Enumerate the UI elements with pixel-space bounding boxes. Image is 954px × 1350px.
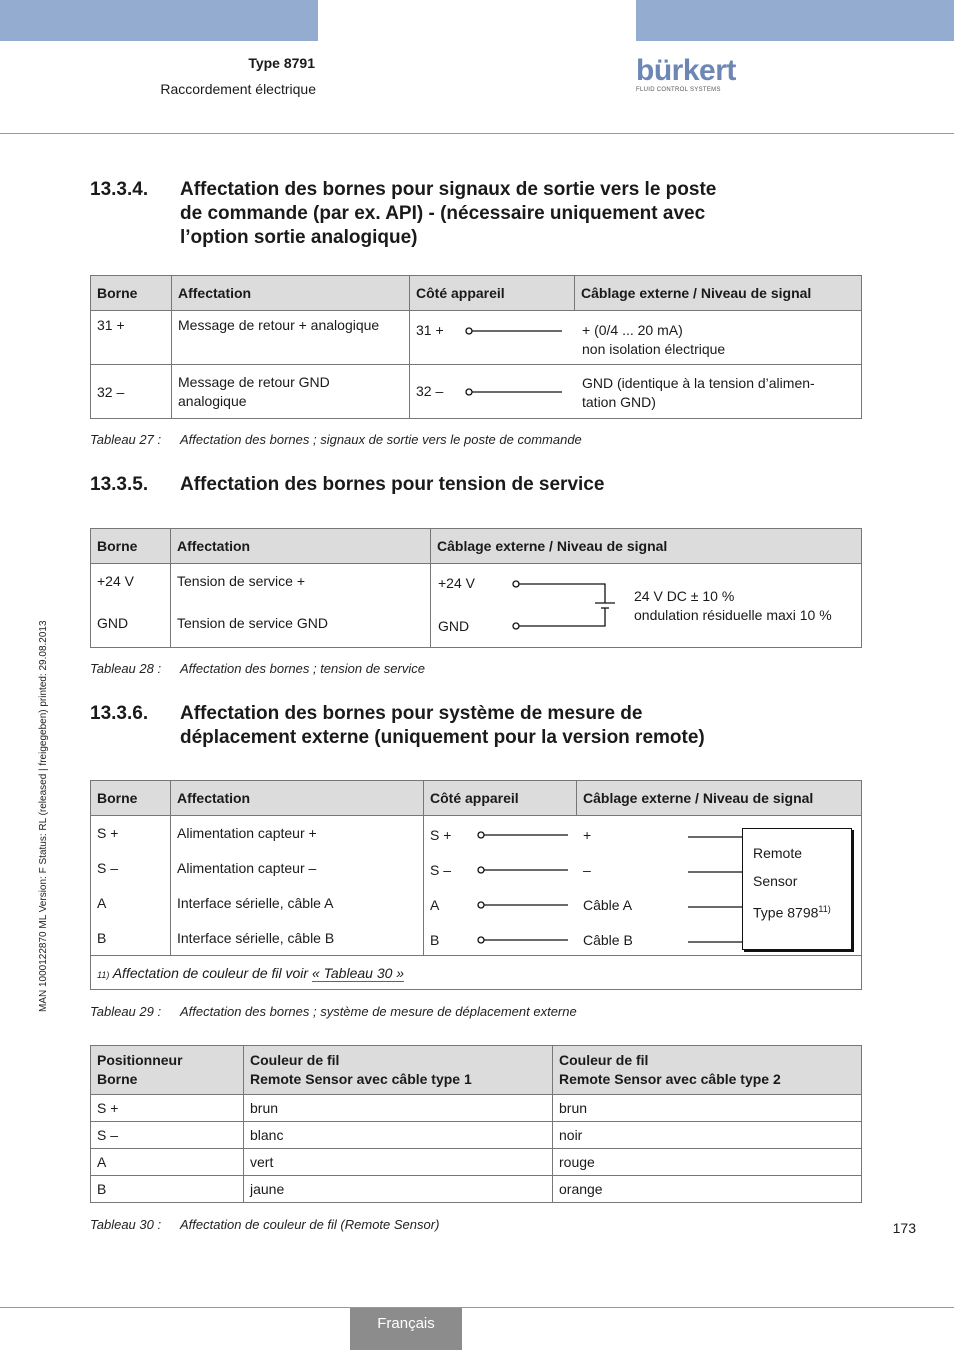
signal-text: non isolation électrique — [582, 341, 726, 357]
table-row — [91, 311, 862, 365]
terminal-label: B — [430, 932, 440, 948]
cell-line: S – — [97, 860, 119, 876]
section-heading-13-3-6 — [90, 702, 890, 750]
table-caption — [90, 661, 425, 676]
terminal-label: A — [430, 897, 440, 913]
terminal-label: S + — [430, 827, 452, 843]
cell-line: B — [97, 930, 107, 946]
caption-label: Tableau 29 : — [90, 1004, 162, 1019]
wire-diagram — [460, 384, 570, 400]
section-title: Affectation des bornes pour tension de service — [180, 474, 605, 495]
header-band-right — [636, 0, 954, 41]
table-28 — [90, 528, 862, 648]
section-heading-13-3-5 — [90, 473, 890, 497]
table-row — [91, 564, 862, 648]
table-row — [91, 1095, 862, 1122]
header-band-left — [0, 0, 318, 41]
cell — [91, 816, 171, 956]
signal-text: + (0/4 ... 20 mA) — [582, 322, 683, 338]
section-title-line: de commande (par ex. API) - (nécessaire uniquement avec — [180, 203, 706, 224]
signal-text: + — [583, 827, 592, 843]
cell: rouge — [553, 1149, 862, 1176]
section-title-line: Affectation des bornes pour système de mesure de — [180, 703, 643, 724]
col-header — [553, 1046, 862, 1095]
col-header — [91, 1046, 244, 1095]
cell-line: Tension de service + — [177, 573, 306, 589]
table-caption — [90, 1004, 577, 1019]
col-header: Câblage externe / Niveau de signal — [577, 781, 862, 816]
col-header: Borne — [91, 276, 172, 311]
sensor-label — [753, 900, 831, 923]
footnote-cell — [91, 956, 862, 990]
wiring-cell — [431, 564, 862, 648]
footnote-row — [91, 956, 862, 990]
supply-spec: 24 V DC ± 10 % — [634, 588, 735, 604]
cell: vert — [244, 1149, 553, 1176]
cell: A — [91, 1149, 244, 1176]
cell: jaune — [244, 1176, 553, 1203]
cell: brun — [244, 1095, 553, 1122]
remote-sensor-box — [742, 828, 852, 950]
col-header: Affectation — [172, 276, 410, 311]
caption-text: Affectation des bornes ; tension de service — [180, 661, 425, 676]
language-tab: Français — [350, 1308, 462, 1350]
col-header: Câblage externe / Niveau de signal — [575, 276, 862, 311]
col-header: Borne — [91, 781, 171, 816]
cell-line: S + — [97, 825, 119, 841]
cell-line: Tension de service GND — [177, 615, 328, 631]
section-title-line: Affectation des bornes pour signaux de sortie vers le poste — [180, 179, 717, 200]
terminal-label: 32 – — [416, 383, 444, 399]
cell: B — [91, 1176, 244, 1203]
supply-diagram — [507, 574, 617, 634]
caption-text: Affectation de couleur de fil (Remote Sensor) — [180, 1217, 440, 1232]
side-document-info: MAN 1000122870 ML Version: F Status: RL (released | freigegeben) printed: 29.08.2013 — [38, 620, 49, 1012]
signal-text: – — [583, 862, 591, 878]
sensor-leads — [686, 826, 746, 956]
sensor-label: Sensor — [753, 873, 798, 889]
caption-label: Tableau 27 : — [90, 432, 162, 447]
terminal-label: GND — [438, 618, 470, 634]
table-row — [91, 1122, 862, 1149]
supply-spec: ondulation résiduelle maxi 10 % — [634, 607, 832, 623]
cell-line: Interface sérielle, câble B — [177, 930, 335, 946]
cell: orange — [553, 1176, 862, 1203]
col-header: Câblage externe / Niveau de signal — [431, 529, 862, 564]
terminal-label: S – — [430, 862, 452, 878]
caption-label: Tableau 30 : — [90, 1217, 162, 1232]
cell — [91, 564, 171, 648]
cell-line: Alimentation capteur + — [177, 825, 317, 841]
section-title-line: l’option sortie analogique) — [180, 227, 418, 248]
signal-text: GND (identique à la tension d’alimen- — [582, 375, 815, 391]
cell: S + — [91, 1095, 244, 1122]
cell: 31 + — [91, 311, 172, 365]
table-row — [91, 816, 862, 956]
logo-word: bürkert — [636, 54, 736, 87]
cell-line: +24 V — [97, 573, 134, 589]
table-30 — [90, 1045, 862, 1203]
wiring-cell — [410, 365, 862, 419]
table-row — [91, 1176, 862, 1203]
wire-diagram — [460, 323, 570, 339]
doc-subtitle: Raccordement électrique — [160, 81, 316, 97]
cell: S – — [91, 1122, 244, 1149]
footnote-ref: 11) — [818, 904, 831, 914]
col-header: Côté appareil — [410, 276, 575, 311]
signal-text: Câble B — [583, 932, 633, 948]
table-row — [91, 1149, 862, 1176]
header-rule — [0, 133, 954, 134]
cell — [171, 816, 424, 956]
col-header: Borne — [91, 529, 171, 564]
sensor-label: Remote — [753, 845, 803, 861]
cell-line: Alimentation capteur – — [177, 860, 317, 876]
table-caption — [90, 432, 582, 447]
cell: brun — [553, 1095, 862, 1122]
section-number: 13.3.4. — [90, 179, 149, 200]
terminal-label: +24 V — [438, 575, 475, 591]
cell — [171, 564, 431, 648]
section-heading-13-3-4 — [90, 178, 890, 250]
section-title-line: déplacement externe (uniquement pour la version remote) — [180, 727, 705, 748]
sensor-wire-diagram — [472, 826, 572, 956]
page-number: 173 — [892, 1220, 916, 1236]
header-line: Borne — [97, 1071, 138, 1087]
table-row — [91, 365, 862, 419]
footnote-link[interactable]: « Tableau 30 » — [311, 964, 405, 981]
caption-text: Affectation des bornes ; signaux de sortie vers le poste de commande — [180, 432, 582, 447]
col-header: Affectation — [171, 781, 424, 816]
doc-type: Type 8791 — [248, 55, 315, 71]
col-header: Affectation — [171, 529, 431, 564]
caption-text: Affectation des bornes ; système de mesure de déplacement externe — [180, 1004, 577, 1019]
col-header: Côté appareil — [424, 781, 577, 816]
cell-line: analogique — [178, 393, 247, 409]
cell — [172, 365, 410, 419]
table-27 — [90, 275, 862, 419]
burkert-logo — [636, 56, 736, 98]
cell-line: Message de retour GND — [178, 374, 330, 390]
signal-text: tation GND) — [582, 394, 656, 410]
table-caption — [90, 1217, 439, 1232]
header-line: Remote Sensor avec câble type 1 — [250, 1071, 472, 1087]
section-number: 13.3.5. — [90, 474, 149, 495]
cell: noir — [553, 1122, 862, 1149]
caption-label: Tableau 28 : — [90, 661, 162, 676]
cell-line: GND — [97, 615, 129, 631]
signal-text: Câble A — [583, 897, 633, 913]
header-line: Couleur de fil — [250, 1052, 340, 1068]
wiring-cell — [410, 311, 862, 365]
cell-line: A — [97, 895, 107, 911]
section-number: 13.3.6. — [90, 703, 149, 724]
footer-rule — [0, 1307, 954, 1308]
wiring-cell — [424, 816, 862, 956]
logo-tagline: FLUID CONTROL SYSTEMS — [636, 87, 721, 93]
table-29 — [90, 780, 862, 990]
footnote-mark: 11) — [97, 969, 110, 980]
terminal-label: 31 + — [416, 322, 444, 338]
sensor-type: Type 8798 — [753, 904, 819, 921]
col-header — [244, 1046, 553, 1095]
cell: 32 – — [91, 365, 172, 419]
header-line: Remote Sensor avec câble type 2 — [559, 1071, 781, 1087]
cell: Message de retour + analogique — [172, 311, 410, 365]
cell: blanc — [244, 1122, 553, 1149]
header-line: Couleur de fil — [559, 1052, 649, 1068]
footnote-text: Affectation de couleur de fil voir — [112, 964, 309, 981]
cell-line: Interface sérielle, câble A — [177, 895, 334, 911]
header-line: Positionneur — [97, 1052, 183, 1068]
